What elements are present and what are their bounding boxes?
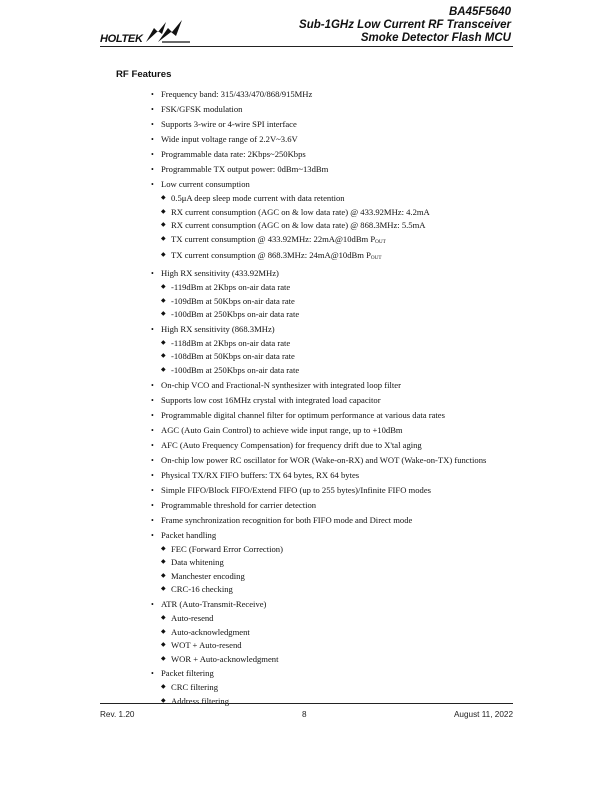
diamond-bullet-icon: ◆	[161, 208, 166, 215]
sub-feature-item: ◆ TX current consumption @ 433.92MHz: 22mA@10dBm POUT	[161, 233, 386, 245]
bullet-icon: •	[151, 599, 154, 609]
diamond-bullet-icon: ◆	[161, 628, 166, 635]
holtek-logo-icon	[100, 20, 192, 46]
sub-feature-item: ◆ -100dBm at 250Kbps on-air data rate	[161, 308, 516, 322]
sub-feature-item: ◆ RX current consumption (AGC on & low data rate) @ 868.3MHz: 5.5mA	[161, 219, 516, 233]
diamond-bullet-icon: ◆	[161, 614, 166, 621]
bullet-icon: •	[151, 135, 154, 144]
feature-sublist	[161, 612, 516, 666]
diamond-bullet-icon: ◆	[161, 559, 166, 566]
feature-item: • Programmable TX output power: 0dBm~13dBm	[116, 162, 516, 177]
bullet-icon: •	[151, 410, 154, 420]
page-number: 8	[302, 710, 307, 719]
bullet-icon: •	[151, 530, 154, 540]
feature-item: • Programmable threshold for carrier detection	[116, 498, 516, 513]
feature-sublist	[161, 681, 516, 708]
feature-item: • AFC (Auto Frequency Compensation) for frequency drift due to X'tal aging	[116, 438, 516, 453]
sub-feature-item: ◆ CRC filtering	[161, 681, 516, 695]
diamond-bullet-icon: ◆	[161, 195, 166, 201]
diamond-bullet-icon: ◆	[161, 684, 166, 691]
feature-item: • On-chip VCO and Fractional-N synthesizer with integrated loop filter	[116, 378, 516, 393]
bullet-icon: •	[151, 500, 154, 510]
bullet-icon: •	[151, 395, 154, 405]
holtek-logo	[100, 20, 192, 46]
bullet-icon: •	[151, 470, 154, 480]
bullet-icon: •	[151, 380, 154, 390]
feature-item: • FSK/GFSK modulation	[116, 102, 516, 117]
feature-item: • Low current consumption ◆ 0.5μA deep sleep mode current with data retention ◆ RX current consumption (AGC on & low data rate) @ 433.92MHz: 4.2mA ◆ RX current consumption (AGC on & low data rate) @ 868.3MHz: 5.5mA ◆ TX current consumption @ 433.92MHz: 22mA@10dBm POUT ◆ TX current consumption @ 868.3MHz: 24mA@10dBm POUT	[116, 177, 516, 266]
bullet-icon: •	[151, 268, 154, 278]
bullet-icon: •	[151, 669, 154, 679]
bullet-icon: •	[151, 485, 154, 495]
sub-feature-item: ◆ -119dBm at 2Kbps on-air data rate	[161, 281, 516, 295]
bullet-icon: •	[151, 150, 154, 159]
rf-features-section	[116, 69, 516, 708]
bullet-icon: •	[151, 105, 154, 114]
sub-feature-item: ◆ CRC-16 checking	[161, 583, 516, 597]
revision-label: Rev. 1.20	[100, 710, 135, 719]
sub-feature-item: ◆ WOT + Auto-resend	[161, 639, 516, 653]
diamond-bullet-icon: ◆	[161, 252, 166, 259]
feature-item: • Packet handling ◆ FEC (Forward Error Correction) ◆ Data whitening ◆ Manchester encoding ◆ CRC-16 checking	[116, 528, 516, 597]
title-line-2: Smoke Detector Flash MCU	[360, 32, 511, 44]
sub-feature-item: ◆ Auto-resend	[161, 612, 516, 626]
feature-item: • Packet filtering ◆ CRC filtering ◆ Address filtering	[116, 666, 516, 708]
sub-feature-item: ◆ WOR + Auto-acknowledgment	[161, 653, 516, 667]
diamond-bullet-icon: ◆	[161, 655, 166, 662]
feature-sublist	[161, 543, 516, 597]
bullet-icon: •	[151, 440, 154, 450]
feature-sublist	[161, 337, 516, 378]
publish-date: August 11, 2022	[453, 710, 513, 719]
sub-feature-item: ◆ -108dBm at 50Kbps on-air data rate	[161, 350, 516, 364]
sub-feature-item: ◆ RX current consumption (AGC on & low data rate) @ 433.92MHz: 4.2mA	[161, 206, 516, 220]
diamond-bullet-icon: ◆	[161, 235, 166, 242]
sub-feature-item: ◆ FEC (Forward Error Correction)	[161, 543, 516, 557]
sub-feature-item: ◆ -118dBm at 2Kbps on-air data rate	[161, 337, 516, 351]
sub-feature-item: ◆ TX current consumption @ 868.3MHz: 24mA@10dBm POUT	[161, 250, 382, 262]
feature-item: • Simple FIFO/Block FIFO/Extend FIFO (up to 255 bytes)/Infinite FIFO modes	[116, 483, 516, 498]
page-header	[100, 6, 513, 47]
sub-feature-item: ◆ -100dBm at 250Kbps on-air data rate	[161, 364, 516, 378]
diamond-bullet-icon: ◆	[161, 339, 166, 346]
diamond-bullet-icon: ◆	[161, 697, 166, 704]
section-title: RF Features	[116, 69, 172, 80]
document-title-block	[299, 6, 511, 45]
feature-sublist	[161, 192, 516, 266]
diamond-bullet-icon: ◆	[161, 283, 166, 290]
diamond-bullet-icon: ◆	[161, 222, 166, 229]
feature-item: • AGC (Auto Gain Control) to achieve wide input range, up to +10dBm	[116, 423, 516, 438]
feature-item: • Programmable digital channel filter for optimum performance at various data rates	[116, 408, 516, 423]
diamond-bullet-icon: ◆	[161, 366, 166, 373]
svg-text:HOLTEK: HOLTEK	[100, 33, 143, 45]
diamond-bullet-icon: ◆	[161, 642, 166, 649]
feature-item: • Physical TX/RX FIFO buffers: TX 64 bytes, RX 64 bytes	[116, 468, 516, 483]
sub-feature-item: ◆ -109dBm at 50Kbps on-air data rate	[161, 295, 516, 309]
sub-feature-item: ◆ 0.5μA deep sleep mode current with data retention	[161, 192, 516, 206]
feature-item: • On-chip low power RC oscillator for WOR (Wake-on-RX) and WOT (Wake-on-TX) functions	[116, 453, 516, 468]
feature-item: • Frame synchronization recognition for both FIFO mode and Direct mode	[116, 513, 516, 528]
diamond-bullet-icon: ◆	[161, 586, 166, 593]
feature-item: • ATR (Auto-Transmit-Receive) ◆ Auto-resend ◆ Auto-acknowledgment ◆ WOT + Auto-resend ◆ WOR + Auto-acknowledgment	[116, 597, 516, 666]
title-line-1: Sub-1GHz Low Current RF Transceiver	[299, 19, 511, 31]
sub-feature-item: ◆ Data whitening	[161, 556, 516, 570]
feature-sublist	[161, 281, 516, 322]
bullet-icon: •	[151, 165, 154, 174]
sub-feature-item: ◆ Manchester encoding	[161, 570, 516, 584]
feature-item: • Wide input voltage range of 2.2V~3.6V	[116, 132, 516, 147]
feature-item: • Supports 3-wire or 4-wire SPI interface	[116, 117, 516, 132]
diamond-bullet-icon: ◆	[161, 545, 166, 552]
bullet-icon: •	[151, 90, 154, 99]
bullet-icon: •	[151, 515, 154, 525]
bullet-icon: •	[151, 455, 154, 465]
page-footer	[100, 703, 513, 719]
feature-list	[116, 87, 516, 708]
diamond-bullet-icon: ◆	[161, 297, 166, 304]
feature-item: • Supports low cost 16MHz crystal with integrated load capacitor	[116, 393, 516, 408]
bullet-icon: •	[151, 324, 154, 334]
bullet-icon: •	[151, 180, 154, 189]
part-number: BA45F5640	[448, 6, 511, 18]
feature-item: • Programmable data rate: 2Kbps~250Kbps	[116, 147, 516, 162]
feature-item: • Frequency band: 315/433/470/868/915MHz	[116, 87, 516, 102]
sub-feature-item: ◆ Auto-acknowledgment	[161, 626, 516, 640]
diamond-bullet-icon: ◆	[161, 311, 166, 318]
sub-feature-item: ◆ Address filtering	[161, 695, 516, 709]
feature-item: • High RX sensitivity (433.92MHz) ◆ -119dBm at 2Kbps on-air data rate ◆ -109dBm at 50Kbps on-air data rate ◆ -100dBm at 250Kbps on-air data rate	[116, 266, 516, 322]
feature-item: • High RX sensitivity (868.3MHz) ◆ -118dBm at 2Kbps on-air data rate ◆ -108dBm at 50Kbps on-air data rate ◆ -100dBm at 250Kbps on-air data rate	[116, 322, 516, 378]
bullet-icon: •	[151, 425, 154, 435]
diamond-bullet-icon: ◆	[161, 353, 166, 360]
bullet-icon: •	[151, 120, 154, 129]
diamond-bullet-icon: ◆	[161, 572, 166, 579]
